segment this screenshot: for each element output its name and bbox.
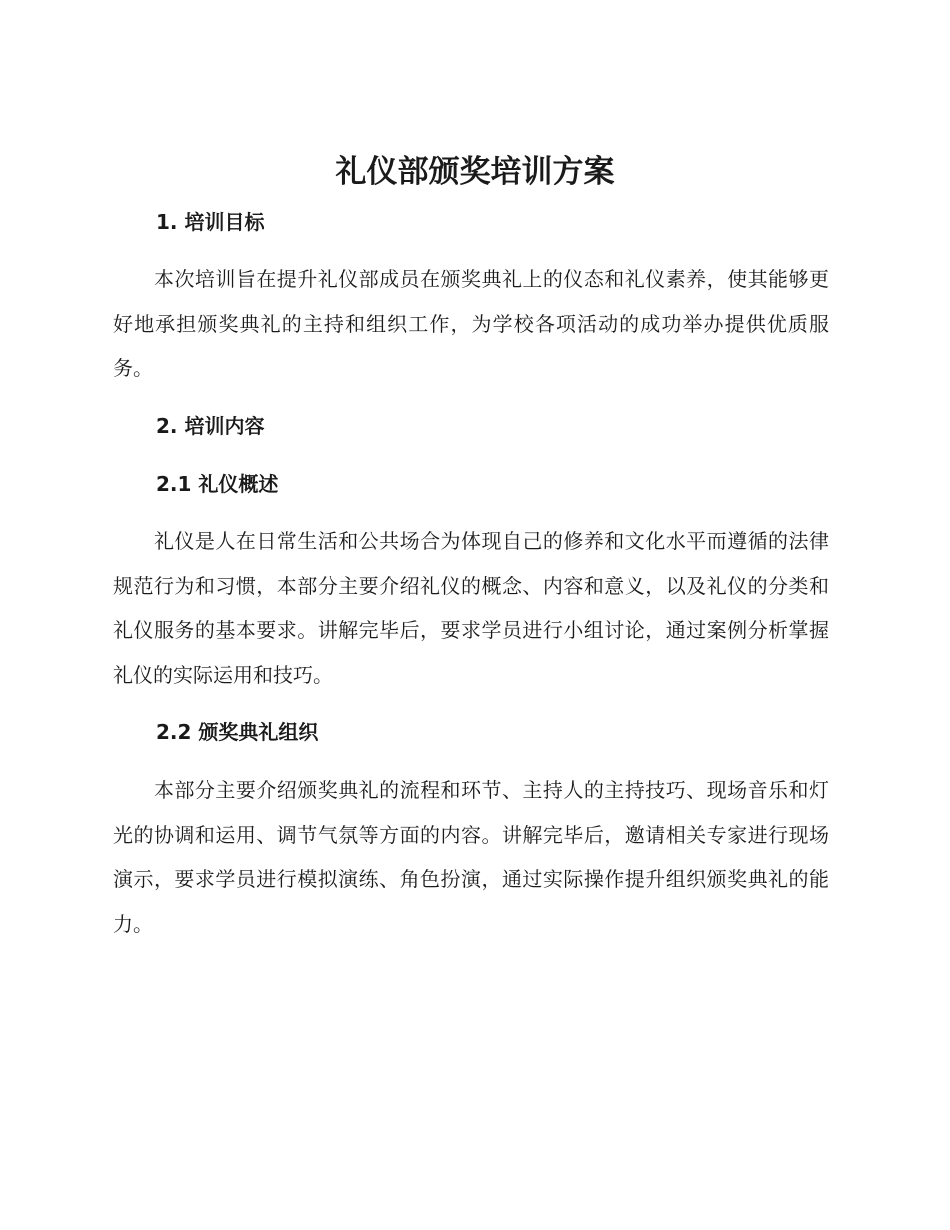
section-paragraph-etiquette-overview: 礼仪是人在日常生活和公共场合为体现自己的修养和文化水平而遵循的法律规范行为和习惯，本部分主要介绍礼仪的概念、内容和意义，以及礼仪的分类和礼仪服务的基本要求。讲解完毕后，要求学员进行小组讨论，通过案例分析掌握礼仪的实际运用和技巧。 — [113, 529, 829, 688]
section-paragraph-ceremony-organization: 本部分主要介绍颁奖典礼的流程和环节、主持人的主持技巧、现场音乐和灯光的协调和运用、调节气氛等方面的内容。讲解完毕后，邀请相关专家进行现场演示，要求学员进行模拟演练、角色扮演，通过实际操作提升组织颁奖典礼的能力。 — [113, 778, 829, 937]
section-heading-ceremony-organization: 2.2 颁奖典礼组织 — [156, 720, 319, 744]
document-title: 礼仪部颁奖培训方案 — [335, 154, 615, 190]
section-heading-etiquette-overview: 2.1 礼仪概述 — [156, 472, 279, 496]
section-paragraph-training-goal: 本次培训旨在提升礼仪部成员在颁奖典礼上的仪态和礼仪素养，使其能够更好地承担颁奖典礼的主持和组织工作，为学校各项活动的成功举办提供优质服务。 — [113, 267, 829, 381]
section-heading-training-content: 2. 培训内容 — [156, 414, 265, 438]
section-heading-training-goal: 1. 培训目标 — [156, 210, 265, 234]
